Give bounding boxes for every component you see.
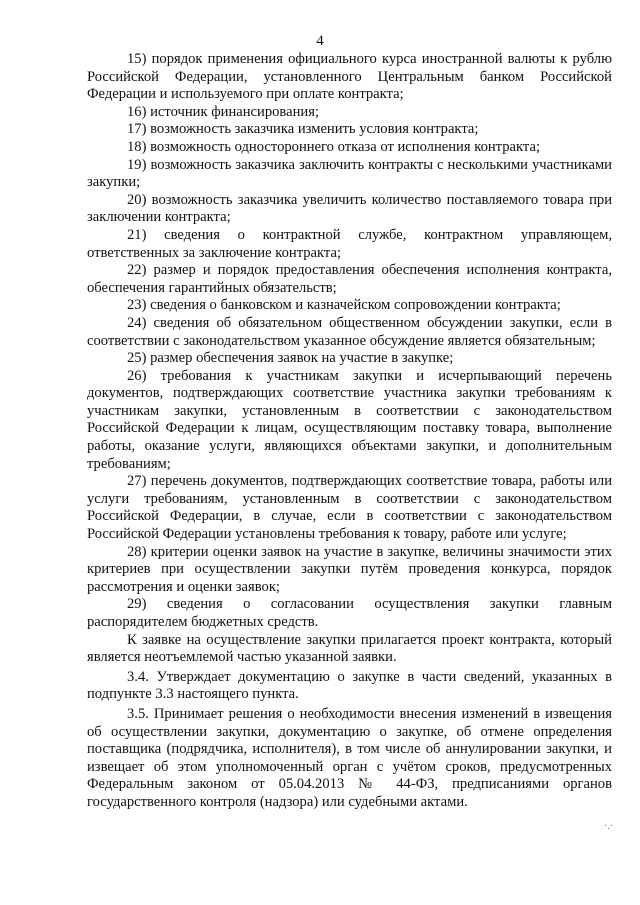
paragraph-item-21: 21) сведения о контрактной службе, контрактном управляющем, ответственных за заключение контракта;	[87, 226, 612, 261]
paragraph-item-15: 15) порядок применения официального курса иностранной валюты к рублю Российской Федерации, установленного Центральным банком Российской Федерации и используемого при оплате контракта;	[87, 51, 612, 103]
document-body	[87, 51, 612, 812]
paragraph-contract-attachment: К заявке на осуществление закупки прилагается проект контракта, который является неотъемлемой частью указанной заявки.	[87, 631, 612, 666]
scan-speck: ·.·	[604, 821, 614, 832]
page-number: 4	[316, 33, 324, 49]
paragraph-item-18: 18) возможность одностороннего отказа от исполнения контракта;	[127, 138, 540, 155]
paragraph-item-17: 17) возможность заказчика изменить условия контракта;	[127, 121, 479, 138]
paragraph-item-29: 29) сведения о согласовании осуществления закупки главным распорядителем бюджетных средств.	[87, 596, 612, 630]
paragraph-item-26: 26) требования к участникам закупки и исчерпывающий перечень документов, подтверждающих соответствие участника закупки требованиям к участникам закупки, установленным в соответствии с законодательством Российской Федерации к лицам, осуществляющим поставку товара, выполнение работы, оказание услуги, являющихся объектами закупки, и дополнительным требованиям;	[87, 367, 612, 472]
paragraph-clause-3-4: 3.4. Утверждает документацию о закупке в части сведений, указанных в подпункте 3.3 настоящего пункта.	[87, 668, 612, 703]
paragraph-item-23: 23) сведения о банковском и казначейском сопровождении контракта;	[127, 297, 561, 314]
paragraph-item-20: 20) возможность заказчика увеличить количество поставляемого товара при заключении контракта;	[87, 191, 612, 226]
paragraph-item-22: 22) размер и порядок предоставления обеспечения исполнения контракта, обеспечения гарантийных обязательств;	[87, 262, 612, 296]
paragraph-item-25: 25) размер обеспечения заявок на участие в закупке;	[127, 350, 454, 367]
paragraph-item-24: 24) сведения об обязательном общественном обсуждении закупки, если в соответствии с законодательством указанное обсуждение является обязательным;	[87, 314, 612, 349]
paragraph-item-16: 16) источник финансирования;	[127, 103, 319, 120]
paragraph-item-19: 19) возможность заказчика заключить контракты с несколькими участниками закупки;	[87, 156, 612, 191]
paragraph-clause-3-5: 3.5. Принимает решения о необходимости внесения изменений в извещения об осуществлении закупки, документацию о закупке, об отмене определения поставщика (подрядчика, исполнителя), в том числе об аннулировании закупки, и извещает об этом уполномоченный орган с учётом сроков, предусмотренных Федеральным законом от 05.04.2013 № 44-ФЗ, предписаниями органов государственного контроля (надзора) или судебными актами.	[87, 705, 612, 810]
paragraph-item-27: 27) перечень документов, подтверждающих соответствие товара, работы или услуги требованиям, установленным в соответствии с законодательством Российской Федерации, в случае, если в соответствии с законодательством Российской Федерации установлены требования к товару, работе или услуге;	[87, 473, 612, 543]
paragraph-item-28: 28) критерии оценки заявок на участие в закупке, величины значимости этих критериев при осуществлении закупки путём проведения конкурса, порядок рассмотрения и оценки заявок;	[87, 543, 612, 595]
